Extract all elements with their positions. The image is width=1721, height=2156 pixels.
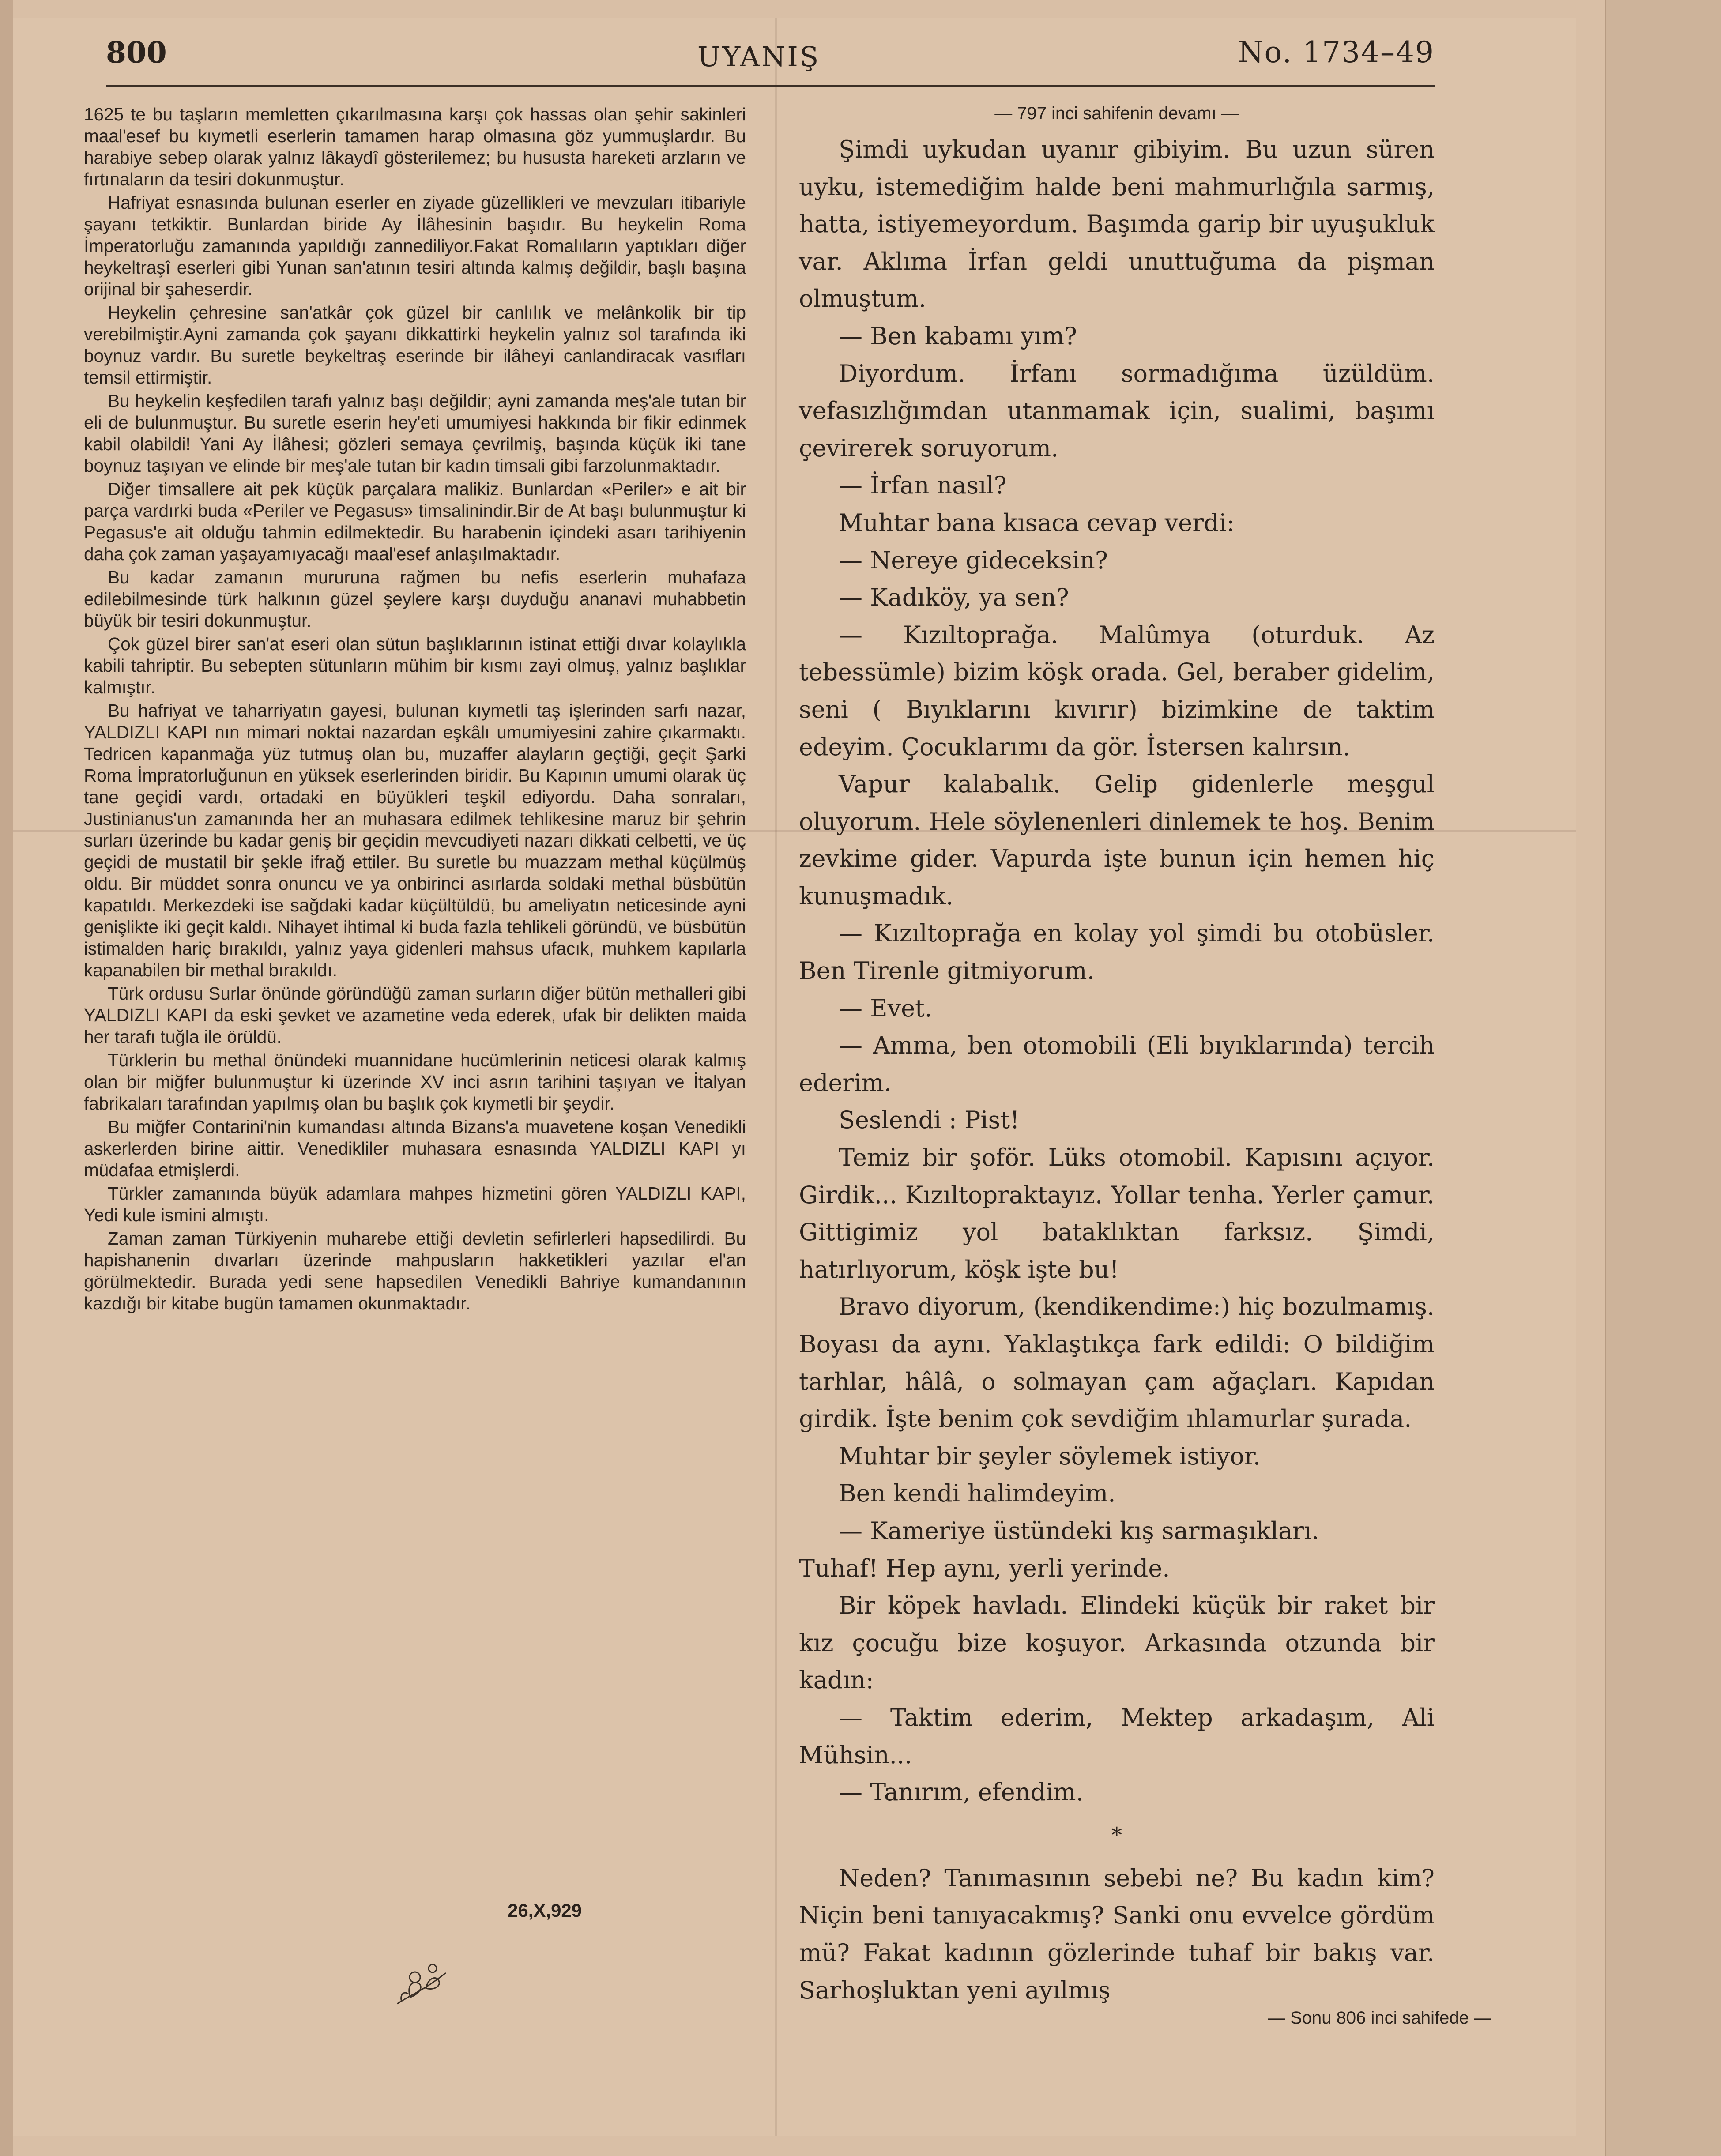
article-paragraph: Hafriyat esnasında bulunan eserler en ziyade güzellikleri ve mevzuları itibariyle şayanı tetkiktir. Bunlardan biride Ay İlâhesinin başıdır. Bu heykelin Roma İmperatorluğu zamanında yapıldığı zannediliyor.Fakat Romalıların yaptıkları diğer heykeltraşî eserleri gibi Yunan san'atının tesiri altında kalmış değildir, başlı başına orijinal bir şaheserdir. xyxy=(84,192,746,299)
story-paragraph: — Kameriye üstündeki kış sarmaşıkları. xyxy=(839,1516,1319,1545)
article-paragraph: 1625 te bu taşların memletten çıkarılmasına karşı çok hassas olan şehir sakinleri maal'esef bu kıymetli eserlerin tamamen harap olmasına göz yummuşlardır. Bu harabiye sebep olarak yalnız lâkaydî gösterilemez; bu hususta hareketi arzların ve fırtınaların da tesiri dokunmuştur. xyxy=(84,104,746,189)
continued-on-note: — Sonu 806 inci sahifede — xyxy=(1268,2008,1491,2028)
story-paragraph: — İrfan nasıl? xyxy=(839,471,1007,500)
story-paragraph: Bravo diyorum, (kendikendime:) hiç bozulmamış. Boyası da aynı. Yaklaştıkça fark edildi: O bildiğim tarhlar, hâlâ, o solmayan çam ağaçları. Kapıdan girdik. İşte benim çok sevdiğim ıhlamurlar şurada. xyxy=(799,1293,1435,1433)
story-paragraph: — Kızıltoprağa en kolay yol şimdi bu otobüsler. Ben Tirenle gitmiyorum. xyxy=(799,919,1435,985)
story-paragraph: Seslendi : Pist! xyxy=(839,1106,1020,1134)
story-paragraph: — Taktim ederim, Mektep arkadaşım, Ali Mühsin... xyxy=(799,1703,1435,1769)
article-paragraph: Türkler zamanında büyük adamlara mahpes hizmetini gören YALDIZLI KAPI, Yedi kule ismini almıştı. xyxy=(84,1183,746,1225)
story-paragraph: Neden? Tanımasının sebebi ne? Bu kadın kim? Niçin beni tanıyacakmış? Sanki onu evvelce gördüm mü? Fakat kadının gözlerinde tuhaf bir bakış var. Sarhoşluktan yeni ayılmış xyxy=(799,1864,1435,2004)
story-paragraph: — Evet. xyxy=(839,994,932,1022)
article-paragraph: Bu heykelin keşfedilen tarafı yalnız başı değildir; ayni zamanda meş'ale tutan bir eli de bulunmuştur. Bu suretle eserin hey'eti umumiyesi hakkında bir fikir edinmek kabil olabildi! Yani Ay İlâhesi; gözleri semaya çevrilmiş, başında küçük iki tane boynuz taşıyan ve elinde bir meş'ale tutan bir kadın timsali gibi farzolunmaktadır. xyxy=(84,391,746,476)
article-paragraph: Zaman zaman Türkiyenin muharebe ettiği devletin sefirlerleri hapsedilirdi. Bu hapishanenin dıvarları üzerinde mahpusların hakketikleri yazılar el'an görülmektedir. Burada yedi sene hapsedilen Venedikli Bahriye kumandanının kazdığı bir kitabe bugün tamamen okunmaktadır. xyxy=(84,1228,746,1313)
article-paragraph: Türk ordusu Surlar önünde göründüğü zaman surların diğer bütün methalleri gibi YALDIZLI KAPI da eski şevket ve azametine veda ederek, ufak bir delikten maida her tarafı tuğla ile örüldü. xyxy=(84,983,746,1047)
continued-from-note: — 797 inci sahifenin devamı — xyxy=(994,104,1239,123)
right-column-story xyxy=(799,99,1435,2009)
story-paragraph: Şimdi uykudan uyanır gibiyim. Bu uzun süren uyku, istemediğim halde beni mahmurlığıla sarmış, hatta, istiyemeyordum. Başımda garip bir uyuşukluk var. Aklıma İrfan geldi unuttuğuma da pişman olmuştum. xyxy=(799,135,1435,313)
story-paragraph: Muhtar bana kısaca cevap verdi: xyxy=(839,508,1235,537)
page-number: 800 xyxy=(106,35,167,70)
article-paragraph: Türklerin bu methal önündeki muannidane hucümlerinin neticesi olarak kalmış olan bir miğfer bulunmuştur ki üzerinde XV inci asrın tarihini taşıyan ve İtalyan fabrikaları tarafından yapılmış olan bu başlık çok kıymetli bir şeydir. xyxy=(84,1050,746,1114)
story-paragraph: Temiz bir şoför. Lüks otomobil. Kapısını açıyor. Girdik... Kızıltopraktayız. Yollar tenha. Yerler çamur. Gittigimiz yol bataklıktan farksız. Şimdi, hatırlıyorum, köşk işte bu! xyxy=(799,1144,1435,1283)
story-paragraph: — Tanırım, efendim. xyxy=(839,1778,1084,1806)
story-paragraph: Bir köpek havladı. Elindeki küçük bir raket bir kız çocuğu bize koşuyor. Arkasında otzunda bir kadın: xyxy=(799,1592,1435,1694)
article-paragraph: Heykelin çehresine san'atkâr çok güzel bir canlılık ve melânkolik bir tip verebilmiştir.Ayni zamanda çok şayanı dikkattirki heykelin yalnız sol tarafında iki boynuz vardır. Bu suretle beykeltraş eserinde bir ilâheyi canlandiracak vasıfları temsil ettirmiştir. xyxy=(84,302,746,388)
section-separator: * xyxy=(1111,1822,1122,1847)
scan-background-right xyxy=(1605,0,1721,2156)
story-paragraph: — Amma, ben otomobili (Eli bıyıklarında) tercih ederim. xyxy=(799,1031,1435,1097)
paper-fold-vertical xyxy=(775,18,777,2136)
story-paragraph: Ben kendi halimdeyim. xyxy=(839,1479,1116,1508)
story-paragraph: — Kadıköy, ya sen? xyxy=(839,583,1069,612)
story-paragraph: — Nereye gideceksin? xyxy=(839,546,1108,574)
article-paragraph: Bu miğfer Contarini'nin kumandası altında Bizans'a muavetene koşan Venedikli askerlerden birine aittir. Venedikliler muhasara esnasında YALDIZLI KAPI yı müdafaa etmişlerdi. xyxy=(84,1117,746,1180)
page-header xyxy=(106,31,1435,97)
story-paragraph: Muhtar bir şeyler söylemek istiyor. xyxy=(839,1442,1261,1470)
story-paragraph: Diyordum. İrfanı sormadığıma üzüldüm. vefasızlığımdan utanmamak için, sualimi, başımı çevirerek soruyorum. xyxy=(799,359,1435,462)
article-paragraph: Çok güzel birer san'at eseri olan sütun başlıklarının istinat ettiği dıvar kolaylıkla kabili tahriptir. Bu sebepten sütunların mühim bir kısmı zayi olmuş, yalnız başlıklar kalmıştır. xyxy=(84,634,746,697)
story-paragraph: Tuhaf! Hep aynı, yerli yerinde. xyxy=(799,1554,1170,1582)
left-column-article xyxy=(84,104,746,1316)
article-paragraph: Bu hafriyat ve taharriyatın gayesi, bulunan kıymetli taş işlerinden sarfı nazar, YALDIZLI KAPI nın mimari noktai nazardan eşkâlı umumiyesini zahire çıkarmaktı. Tedricen kapanmağa yüz tutmuş olan bu, muzaffer alayların geçtiği, geçit Şarki Roma İmpratorluğunun en yüksek eserlerinden biridir. Bu Kapının umumi olarak üç tane geçidi vardı, ortadaki en büyükleri teşkil ediyordu. Daha sonraları, Justinianus'un zamanında her an muhasara edilmek tehlikesine maruz bir şehrin surları üzerinde bu kadar geniş bir geçidin mevcudiyeti nazarı dikkati celbetti, ve üç geçidi de mustatil bir şekle ifrağ ettiler. Bu suretle bu muazzam methal küçülmüş oldu. Bir müddet sonra onuncu ve ya onbirinci asırlarda soldaki methal büsbütün kapatıldı. Merkezdeki ise sağdaki kadar küçültüldü, bu ameliyatın neticesinde ayni genişlikte iki geçit kaldı. Nihayet ihtimal ki buda fazla tehlikeli göründü, ve büsbütün istimalden hariç bırakıldı, yalnız yaya gidenleri mahsus ufacık, muhkem kapılarla kapanabilen bir methal bırakıldı. xyxy=(84,700,746,980)
story-paragraph: Vapur kalabalık. Gelip gidenlerle meşgul oluyorum. Hele söylenenleri dinlemek te hoş. Benim zevkime gider. Vapurda işte bunun için hemen hiç kunuşmadık. xyxy=(799,770,1435,910)
story-paragraph: — Kızıltoprağa. Malûmya (oturduk. Az tebessümle) bizim köşk orada. Gel, beraber gidelim, seni ( Bıyıklarını kıvırır) bizimkine de taktim edeyim. Çocuklarımı da gör. İstersen kalırsın. xyxy=(799,621,1435,761)
issue-number: No. 1734–49 xyxy=(1238,35,1435,69)
article-dateline: 26,X,929 xyxy=(508,1900,582,1921)
scan-background-left xyxy=(0,0,13,2156)
publication-title: UYANIŞ xyxy=(697,41,821,73)
article-paragraph: Bu kadar zamanın mururuna rağmen bu nefis eserlerin muhafaza edilebilmesinde türk halkının güzel şeylere karşı duyduğu ananavi muhabbetin büyük bir tesiri dokunmuştur. xyxy=(84,567,746,631)
article-paragraph: Diğer timsallere ait pek küçük parçalara malikiz. Bunlardan «Periler» e ait bir parça vardırki buda «Periler ve Pegasus» timsalinindir.Bir de At başı bulunmuştur ki Pegasus'e ait olduğu tahmin edilmektedir. Bu harabenin içindeki asarı tarihiyenin daha çok zaman yaşayamıyacağı maal'esef anlaşılmaktadır. xyxy=(84,479,746,564)
story-paragraph: — Ben kabamı yım? xyxy=(839,322,1077,350)
header-rule xyxy=(106,85,1435,87)
floral-ornament-icon xyxy=(388,1955,455,2013)
